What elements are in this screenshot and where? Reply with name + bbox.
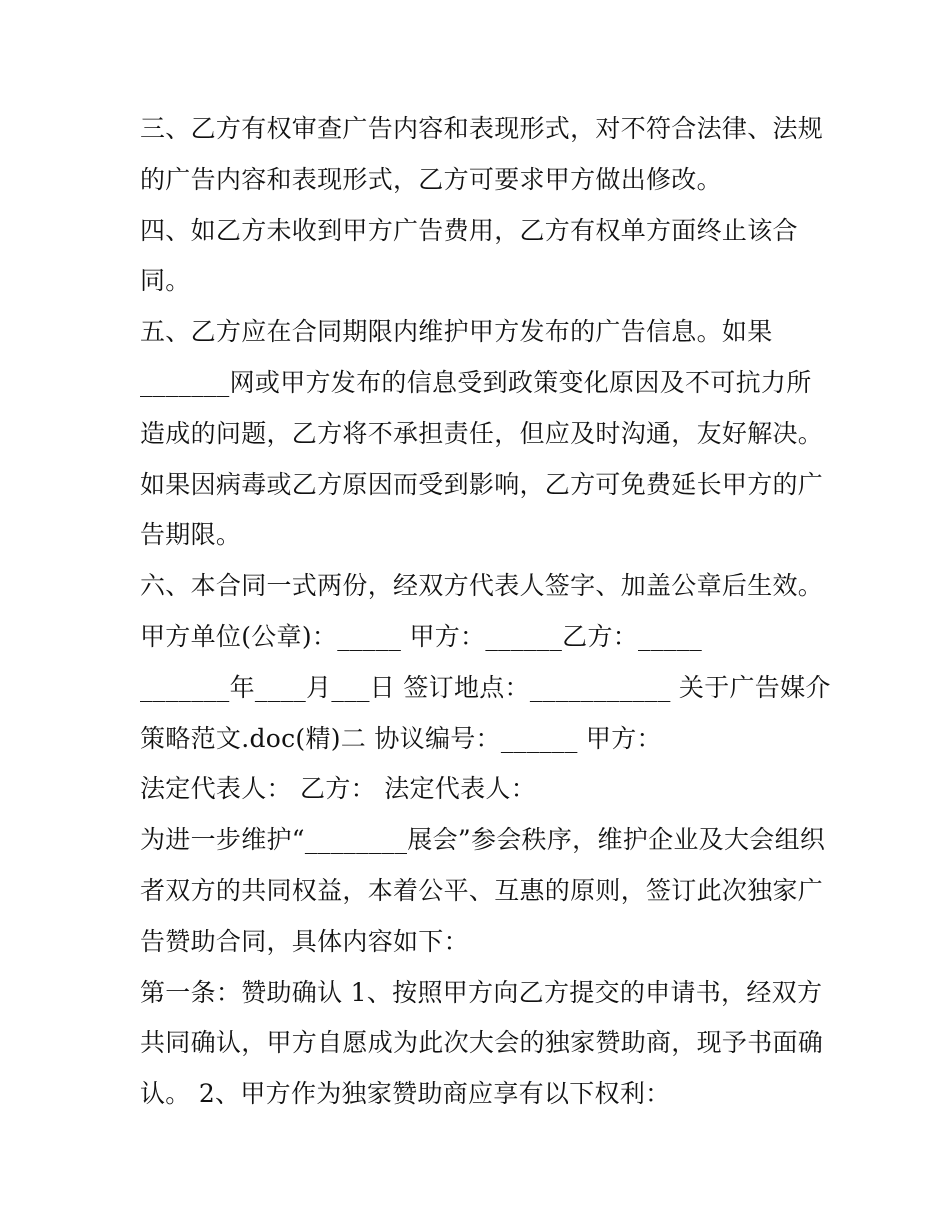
- text-line: 共同确认，甲方自愿成为此次大会的独家赞助商，现予书面确: [140, 1028, 824, 1058]
- document-body: [140, 104, 831, 1120]
- text-line: 六、本合同一式两份，经双方代表人签字、加盖公章后生效。: [140, 571, 824, 601]
- text-line: 为进一步维护“________展会”参会秩序，维护企业及大会组织: [140, 825, 826, 855]
- text-line: 认。 2、甲方作为独家赞助商应享有以下权利：: [140, 1079, 671, 1109]
- text-line: 策略范文.doc(精)二 协议编号：______ 甲方：: [140, 723, 662, 753]
- text-line: 告期限。: [140, 520, 242, 550]
- text-line: 同。: [140, 266, 191, 296]
- text-line: _______年____月___日 签订地点：___________ 关于广告媒介: [140, 672, 831, 702]
- text-line: 如果因病毒或乙方原因而受到影响，乙方可免费延长甲方的广: [140, 469, 824, 499]
- text-line: 的广告内容和表现形式，乙方可要求甲方做出修改。: [140, 164, 722, 194]
- text-line: 五、乙方应在合同期限内维护甲方发布的广告信息。如果: [140, 317, 773, 347]
- text-line: _______网或甲方发布的信息受到政策变化原因及不可抗力所: [140, 367, 812, 397]
- text-line: 告赞助合同，具体内容如下：: [140, 926, 469, 956]
- text-line: 三、乙方有权审查广告内容和表现形式，对不符合法律、法规: [140, 114, 824, 143]
- text-line: 造成的问题，乙方将不承担责任，但应及时沟通，友好解决。: [140, 418, 824, 448]
- text-line: 第一条：赞助确认 1、按照甲方向乙方提交的申请书，经双方: [140, 977, 823, 1007]
- text-line: 甲方单位(公章)：_____ 甲方：______乙方：_____: [140, 621, 703, 651]
- text-line: 者双方的共同权益，本着公平、互惠的原则，签订此次独家广: [140, 875, 824, 905]
- text-line: 四、如乙方未收到甲方广告费用，乙方有权单方面终止该合: [140, 215, 798, 245]
- text-line: 法定代表人： 乙方： 法定代表人：: [140, 774, 536, 804]
